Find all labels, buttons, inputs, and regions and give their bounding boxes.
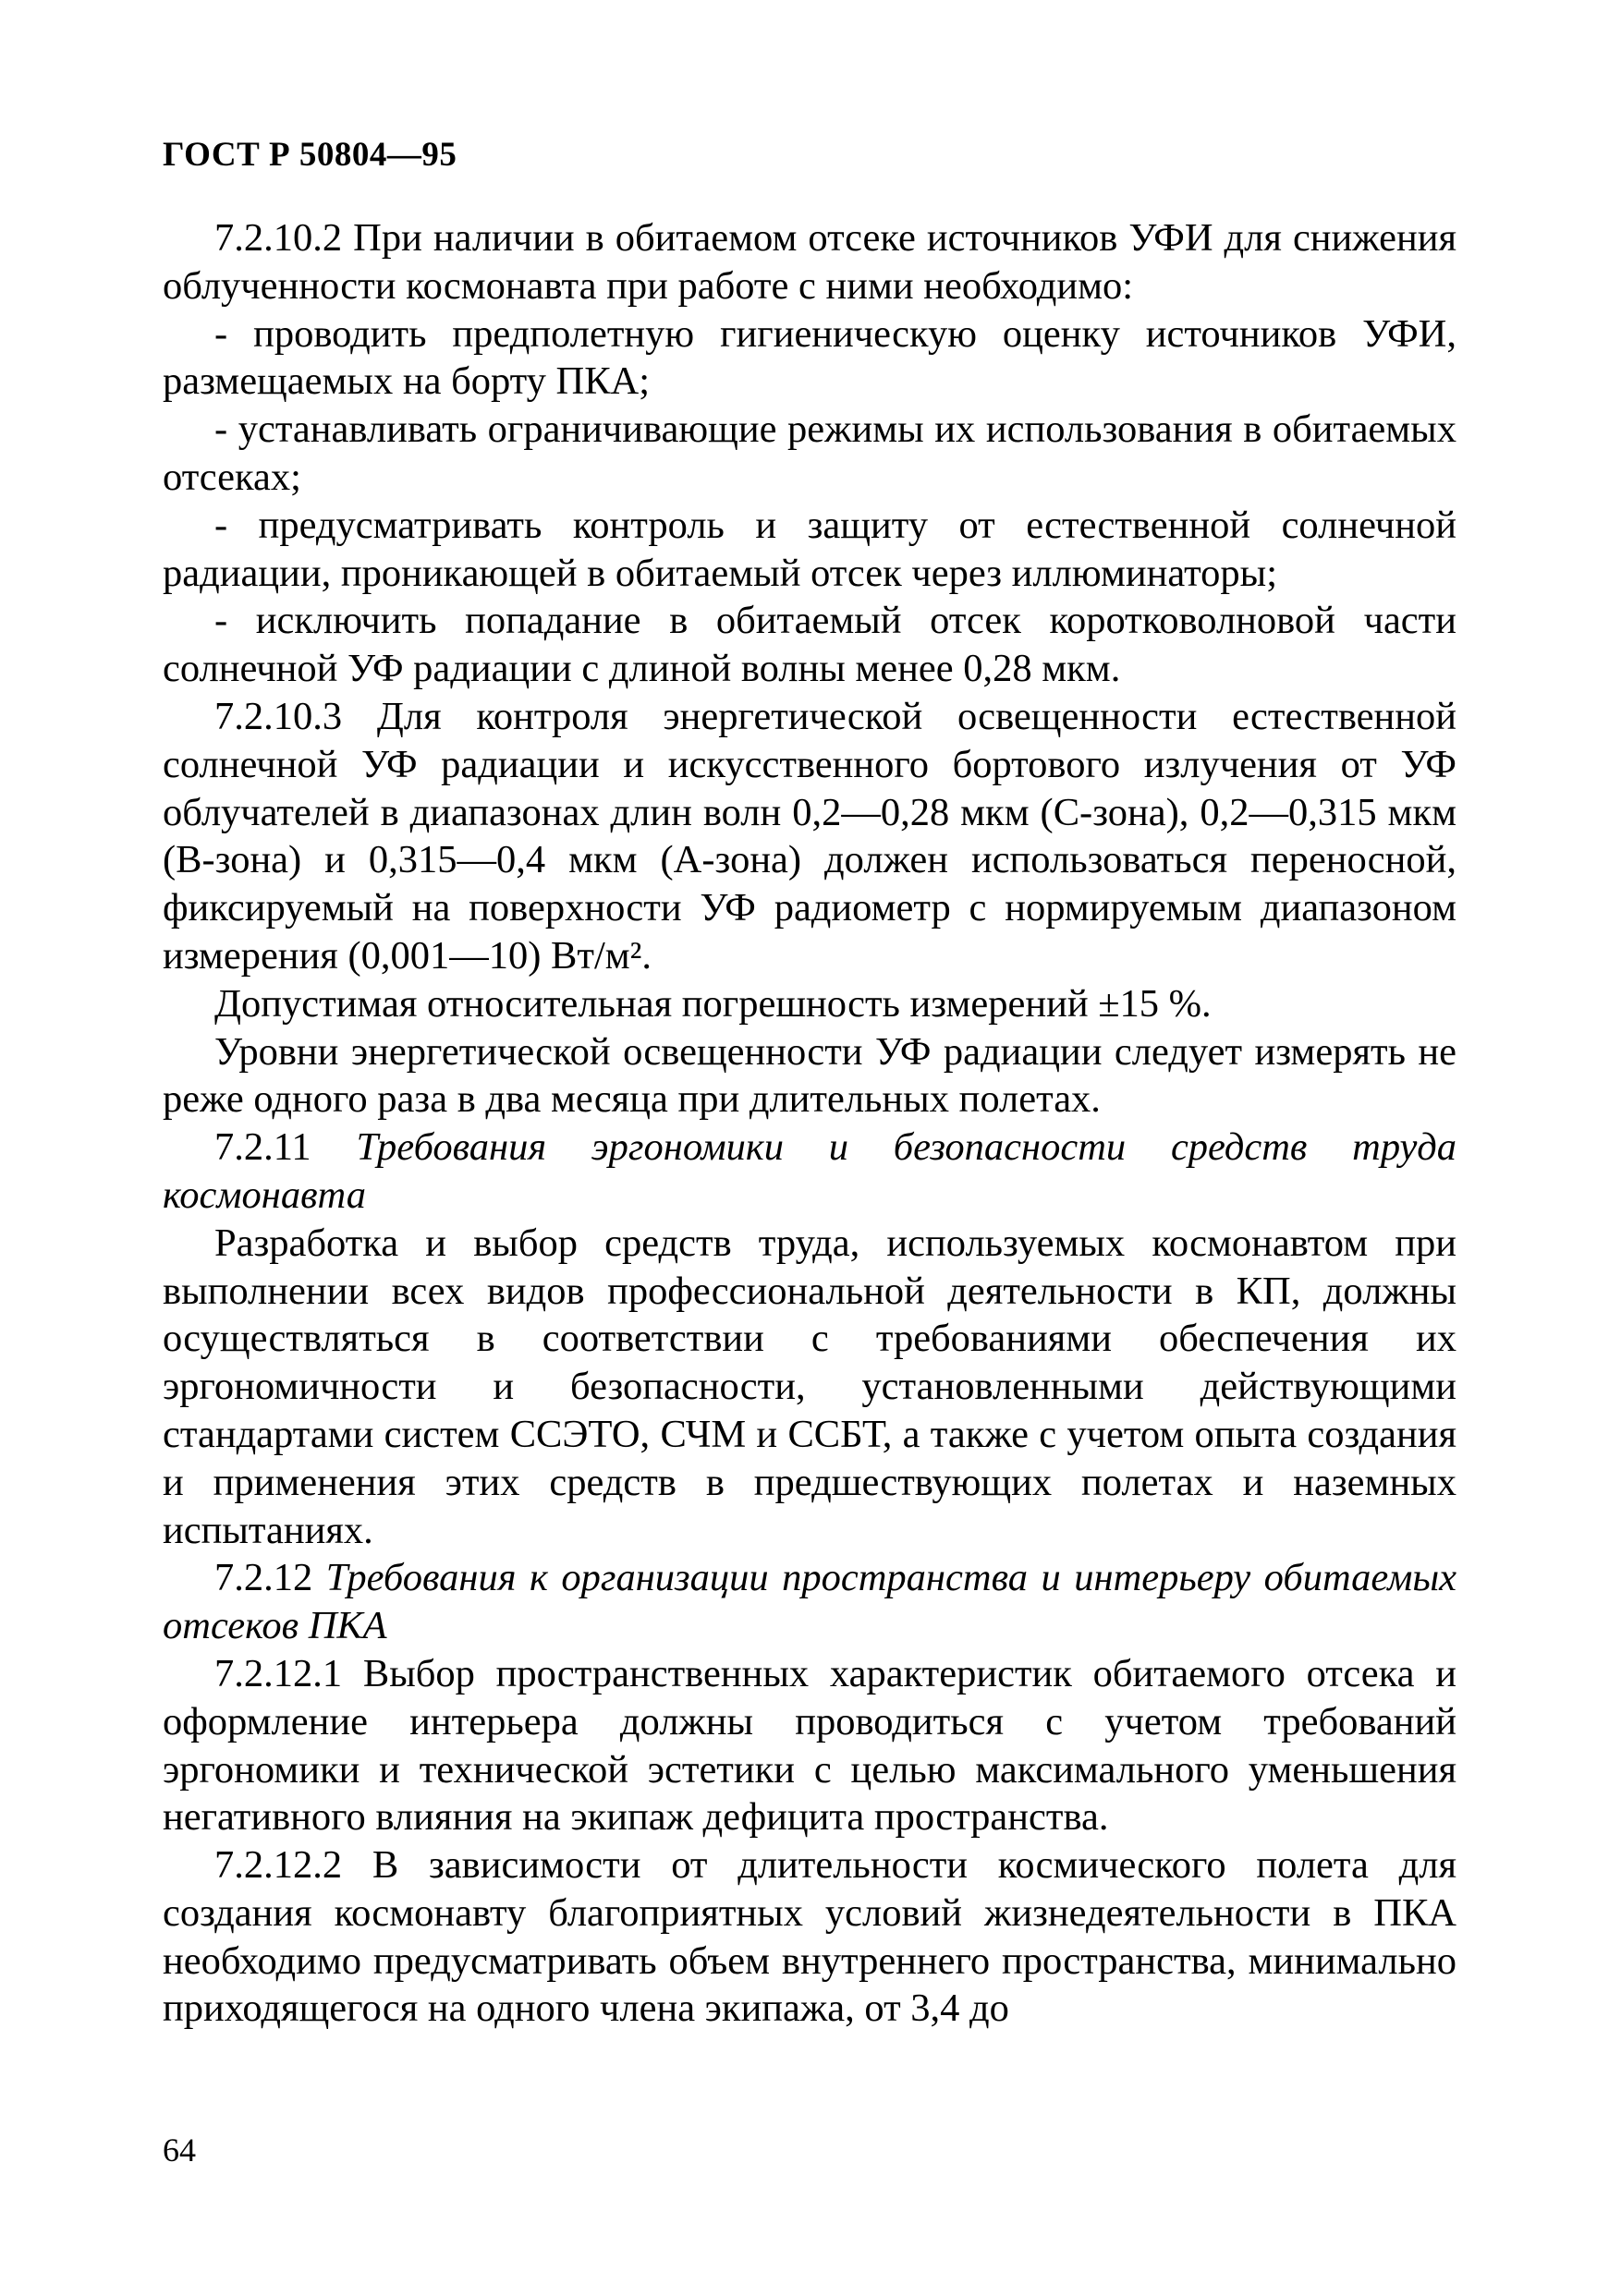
document-header: ГОСТ Р 50804—95 <box>163 136 457 174</box>
paragraph-7-2-12-1: 7.2.12.1 Выбор пространственных характеристик обитаемого отсека и оформление интерьера должны проводиться с учетом требований эргономики и технической эстетики с целью максимального уменьшения негативного влияния на экипаж дефицита пространства. <box>163 1651 1456 1840</box>
paragraph-7-2-12-2: 7.2.12.2 В зависимости от длительности космического полета для создания космонавту благоприятных условий жизнедеятельности в ПКА необходимо предусматривать объем внутреннего пространства, минимально приходящегося на одного члена экипажа, от 3,4 до <box>163 1843 1456 2031</box>
section-title: Требования эргономики и безопасности средств труда космонавта <box>163 1125 1456 1217</box>
list-item-control: - предусматривать контроль и защиту от естественной солнечной радиации, проникающей в обитаемый отсек через иллюминаторы; <box>163 503 1456 595</box>
list-item-modes: - устанавливать ограничивающие режимы их использования в обитаемых отсеках; <box>163 407 1456 499</box>
section-number: 7.2.11 <box>214 1125 311 1170</box>
paragraph-7-2-10-3: 7.2.10.3 Для контроля энергетической освещенности естественной солнечной УФ радиации и искусственного бортового излучения от УФ облучателей в диапазонах длин волн 0,2—0,28 мкм (С-зона), 0,2—0,315 мкм (В-зона) и 0,315—0,4 мкм (А-зона) должен использоваться переносной, фиксируемый на поверхности УФ радиометр с нормируемым диапазоном измерения (0,001—10) Вт/м². <box>163 694 1456 978</box>
paragraph-7-2-11-body: Разработка и выбор средств труда, используемых космонавтом при выполнении всех видов профессиональной деятельности в КП, должны осуществляться в соответствии с требованиями обеспечения их эргономичности и безопасности, установленными действующими стандартами систем ССЭТО, СЧМ и ССБТ, а также с учетом опыта создания и применения этих средств в предшествующих полетах и наземных испытаниях. <box>163 1221 1456 1552</box>
section-number: 7.2.12 <box>214 1556 313 1600</box>
section-title: Требования к организации пространства и интерьеру обитаемых отсеков ПКА <box>163 1556 1457 1648</box>
section-heading-7-2-11 <box>163 1124 1456 1220</box>
paragraph-levels: Уровни энергетической освещенности УФ радиации следует измерять не реже одного раза в два месяца при длительных полетах. <box>163 1029 1456 1122</box>
paragraph-7-2-10-2: 7.2.10.2 При наличии в обитаемом отсеке источников УФИ для снижения облученности космонавта при работе с ними необходимо: <box>163 216 1456 308</box>
page-number: 64 <box>163 2132 196 2168</box>
page-body <box>163 214 1456 2033</box>
list-item-preflight: - проводить предполетную гигиеническую оценку источников УФИ, размещаемых на борту ПКА; <box>163 311 1456 404</box>
section-heading-7-2-12 <box>163 1554 1456 1650</box>
list-item-exclude: - исключить попадание в обитаемый отсек коротковолновой части солнечной УФ радиации с длиной волны менее 0,28 мкм. <box>163 599 1456 691</box>
paragraph-error: Допустимая относительная погрешность измерений ±15 %. <box>214 981 1212 1026</box>
